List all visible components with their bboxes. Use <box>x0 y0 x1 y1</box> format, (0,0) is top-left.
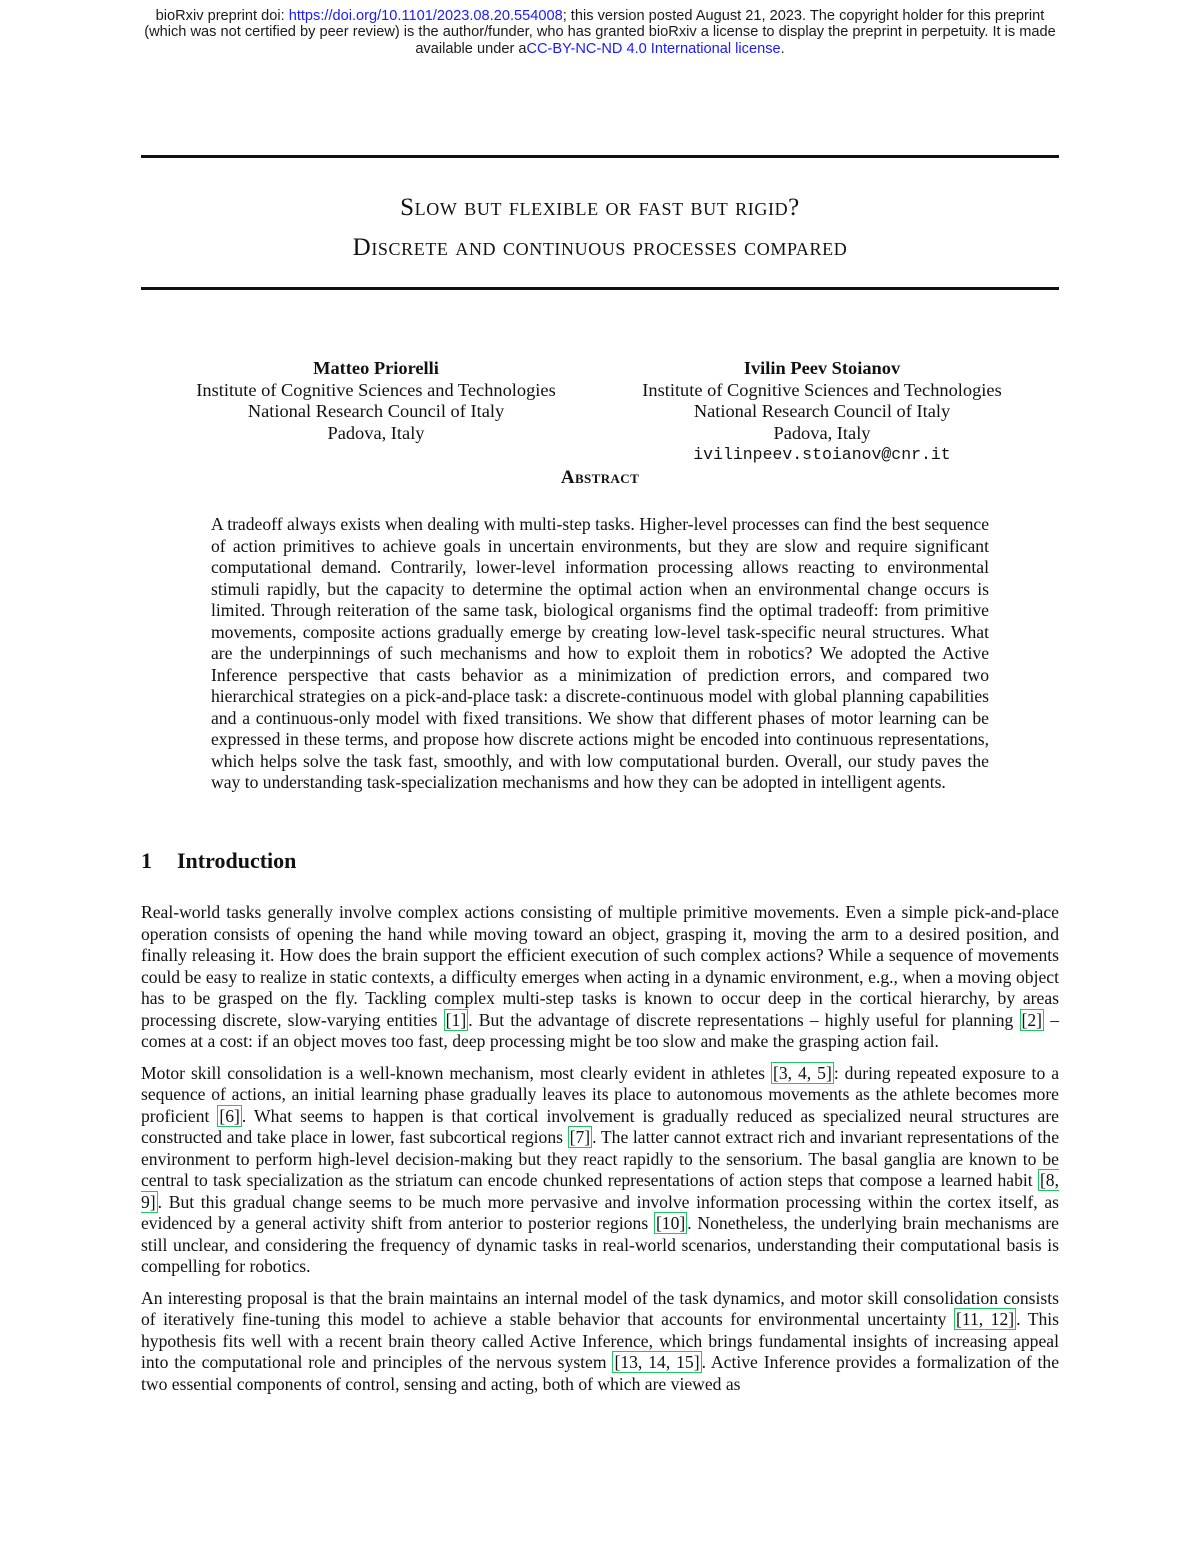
author-organization: National Research Council of Italy <box>247 401 505 421</box>
license-link[interactable]: CC-BY-NC-ND 4.0 International license <box>526 40 781 57</box>
citation-link[interactable]: [7] <box>569 1127 591 1147</box>
text-span: . What seems to happen is that cortical involvement is gradually reduced as specialized neural structures are constructed and take place in lower, fast subcortical regions <box>141 1105 1059 1147</box>
paragraph-3 <box>141 1288 1059 1396</box>
citation-link[interactable]: [8, 9] <box>141 1170 1059 1212</box>
paper-title <box>141 188 1059 268</box>
paragraph-2 <box>141 1063 1059 1278</box>
text-span: . But this gradual change seems to be much more pervasive and involve information processing within the cortex itself, as evidenced by a general activity shift from anterior to posterior regions <box>141 1191 1059 1233</box>
preprint-banner <box>60 8 1140 57</box>
title-line-2 <box>141 228 1059 268</box>
text-span: An interesting proposal is that the brain maintains an internal model of the task dynamics, and motor skill consolidation consists of iteratively fine-tuning this model to achieve a stable behavior that accounts for environmental uncertainty <box>141 1287 1059 1329</box>
author-affiliation: Institute of Cognitive Sciences and Technologies <box>196 379 556 400</box>
title-line-1 <box>141 188 1059 228</box>
text-span: : during repeated exposure to a sequence of actions, an initial learning phase gradually leaves its place to autonomous movements as the athlete becomes more proficient <box>141 1062 1060 1126</box>
citation-link[interactable]: [13, 14, 15] <box>614 1352 700 1372</box>
abstract-heading: Abstract <box>560 467 640 488</box>
text-span: – comes at a cost: if an object moves too fast, deep processing might be too slow and make the grasping action fail. <box>141 1009 1059 1051</box>
author-location: Padova, Italy <box>773 422 871 443</box>
banner-license-suffix: . <box>780 40 785 57</box>
author-affiliation: Institute of Cognitive Sciences and Technologies <box>642 379 1002 400</box>
citation-link[interactable]: [10] <box>655 1213 686 1233</box>
title-line-2-rest: iscrete and continuous processes compared <box>371 234 848 261</box>
text-span: . The latter cannot extract rich and invariant representations of the environment to perform high-level decision-making but they react rapidly to the sensorium. The basal ganglia are known to be central to task specialization as the striatum can encode chunked representations of action steps that compose a learned habit <box>141 1127 1060 1190</box>
section-number: 1 <box>141 848 152 873</box>
text-span: . This hypothesis fits well with a recent brain theory called Active Inference, which brings fundamental insights of increasing appeal into the computational role and principles of the nervous system <box>141 1309 1059 1372</box>
author-location: Padova, Italy <box>327 422 425 443</box>
text-span: . Nonetheless, the underlying brain mechanisms are still unclear, and considering the frequency of dynamic tasks in real-world scenarios, understanding their computational basis is compelling for robotics. <box>141 1213 1059 1276</box>
banner-license-prefix: available under a <box>415 40 527 57</box>
text-span: . But the advantage of discrete representations – highly useful for planning <box>468 1009 1020 1030</box>
banner-line-2: (which was not certified by peer review) is the author/funder, who has granted bioRxiv a license to display the preprint in perpetuity. It is made <box>144 24 1056 41</box>
author-block-2 <box>622 358 1022 466</box>
citation-link[interactable]: [6] <box>219 1105 240 1126</box>
text-span: Motor skill consolidation is a well-known mechanism, most clearly evident in athletes <box>141 1062 771 1083</box>
introduction-body <box>141 902 1059 1405</box>
citation-link[interactable]: [2] <box>1021 1009 1043 1030</box>
title-top-rule <box>141 155 1059 158</box>
title-line-1-initial: S <box>400 194 415 221</box>
citation-link[interactable]: [3, 4, 5] <box>772 1062 832 1083</box>
title-bottom-rule <box>141 287 1059 290</box>
author-email[interactable]: ivilinpeev.stoianov@cnr.it <box>693 445 951 464</box>
author-organization: National Research Council of Italy <box>693 401 951 421</box>
citation-link[interactable]: [11, 12] <box>955 1309 1015 1329</box>
banner-line-3 <box>60 41 1140 57</box>
author-block-1 <box>176 358 576 444</box>
title-line-1-rest: low but flexible or fast but rigid? <box>414 194 800 221</box>
section-heading <box>141 848 296 874</box>
banner-doi-suffix: ; this version posted August 21, 2023. The copyright holder for this preprint <box>562 8 1045 24</box>
doi-link[interactable]: https://doi.org/10.1101/2023.08.20.554008 <box>288 8 563 24</box>
author-name: Matteo Priorelli <box>313 358 439 378</box>
banner-line-1 <box>60 8 1140 24</box>
title-line-2-initial: D <box>352 234 372 261</box>
abstract-text: A tradeoff always exists when dealing with multi-step tasks. Higher-level processes can find the best sequence of action primitives to achieve goals in uncertain environments, but they are slow and require significant computational demand. Contrarily, lower-level information processing allows reacting to environmental stimuli rapidly, but the capacity to determine the optimal action when an environmental change occurs is limited. Through reiteration of the same task, biological organisms find the optimal tradeoff: from primitive movements, composite actions gradually emerge by creating low-level task-specific neural structures. What are the underpinnings of such mechanisms and how to exploit them in robotics? We adopted the Active Inference perspective that casts behavior as a minimization of prediction errors, and compared two hierarchical strategies on a pick-and-place task: a discrete-continuous model with global planning capabilities and a continuous-only model with fixed transitions. We show that different phases of motor learning can be expressed in these terms, and propose how discrete actions might be encoded into continuous representations, which helps solve the task fast, smoothly, and with low computational burden. Overall, our study paves the way to understanding task-specialization mechanisms and how they can be adopted in intelligent agents. <box>211 514 989 792</box>
section-title: Introduction <box>177 848 297 873</box>
author-name: Ivilin Peev Stoianov <box>743 358 901 378</box>
citation-link[interactable]: [1] <box>445 1009 467 1030</box>
text-span: Real-world tasks generally involve complex actions consisting of multiple primitive movements. Even a simple pick-and-place operation consists of opening the hand while moving toward an object, grasping it, moving the arm to a desired position, and finally releasing it. How does the brain support the efficient execution of such complex actions? While a sequence of movements could be easy to realize in static contexts, a difficulty emerges when acting in a dynamic environment, e.g., when a moving object has to be grasped on the fly. Tackling complex multi-step tasks is known to occur deep in the cortical hierarchy, by areas processing discrete, slow-varying entities <box>141 902 1059 1030</box>
paragraph-1 <box>141 902 1059 1053</box>
text-span: . Active Inference provides a formalization of the two essential components of control, sensing and acting, both of which are viewed as <box>141 1352 1060 1394</box>
banner-doi-prefix: bioRxiv preprint doi: <box>155 8 289 24</box>
